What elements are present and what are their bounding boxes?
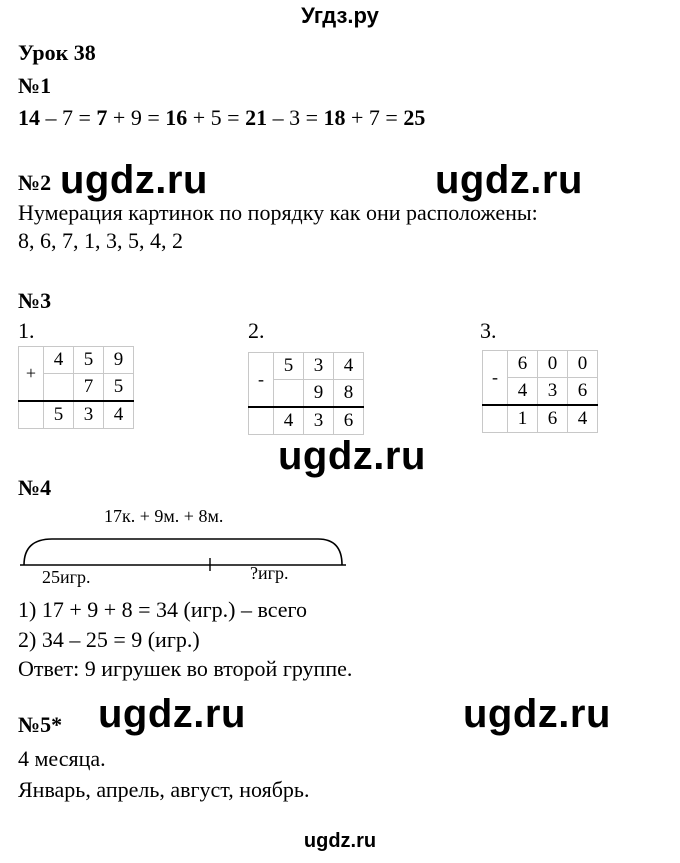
lesson-title: Урок 38 [18, 40, 96, 65]
example-number: 2. [248, 318, 265, 343]
watermark: ugdz.ru [463, 692, 611, 736]
digit-cell: 5 [104, 374, 134, 402]
digit-cell: 0 [568, 351, 598, 378]
task4-heading: №4 [18, 475, 52, 500]
task5-heading: №5* [18, 712, 63, 737]
digit-cell: 4 [508, 378, 538, 406]
task2-line2: 8, 6, 7, 1, 3, 5, 4, 2 [18, 228, 183, 253]
task1-heading: №1 [18, 73, 52, 98]
eq-part: 21 [245, 105, 268, 130]
brace-arc [24, 539, 342, 565]
eq-part: 7 [96, 105, 108, 130]
task4-line2: 2) 34 – 25 = 9 (игр.) [18, 627, 200, 652]
digit-cell: 6 [538, 405, 568, 433]
task4-line1: 1) 17 + 9 + 8 = 34 (игр.) – всего [18, 597, 308, 622]
eq-part: 25 [403, 105, 426, 130]
column-calc-3 [482, 350, 598, 433]
digit-cell: 6 [568, 378, 598, 406]
eq-part: – 3 = [267, 105, 324, 130]
digit-cell: 3 [304, 407, 334, 435]
operation-sign: + [19, 347, 44, 402]
digit-cell: 4 [104, 401, 134, 429]
digit-cell: 9 [304, 380, 334, 408]
eq-part: 14 [18, 105, 40, 130]
digit-cell: 5 [74, 347, 104, 374]
eq-part: + 7 = [345, 105, 404, 130]
task5-line1: 4 месяца. [18, 746, 106, 771]
digit-cell: 5 [274, 353, 304, 380]
task2-heading: №2 [18, 170, 52, 195]
digit-cell: 5 [44, 401, 74, 429]
digit-cell [274, 380, 304, 408]
diagram-right-label: ?игр. [250, 563, 289, 583]
digit-cell: 3 [304, 353, 334, 380]
digit-cell: 6 [508, 351, 538, 378]
watermark: ugdz.ru [60, 158, 208, 202]
task3-heading: №3 [18, 288, 52, 313]
watermark: ugdz.ru [435, 158, 583, 202]
task5-line2: Январь, апрель, август, ноябрь. [18, 777, 310, 802]
site-title: Угдз.ру [301, 3, 379, 28]
example-number: 1. [18, 318, 35, 343]
digit-cell: 1 [508, 405, 538, 433]
eq-part: + 9 = [107, 105, 166, 130]
column-calc-1 [18, 346, 134, 429]
site-footer: ugdz.ru [303, 830, 377, 852]
task1-equation [18, 105, 425, 131]
digit-cell: 4 [568, 405, 598, 433]
operation-sign: - [249, 353, 274, 408]
empty-cell [19, 401, 44, 429]
digit-cell: 4 [334, 353, 364, 380]
diagram-left-label: 25игр. [42, 567, 91, 587]
eq-part: 16 [165, 105, 188, 130]
diagram-top-label: 17к. + 9м. + 8м. [104, 506, 224, 526]
digit-cell: 7 [74, 374, 104, 402]
digit-cell: 0 [538, 351, 568, 378]
digit-cell: 9 [104, 347, 134, 374]
empty-cell [249, 407, 274, 435]
digit-cell: 3 [74, 401, 104, 429]
digit-cell: 8 [334, 380, 364, 408]
empty-cell [483, 405, 508, 433]
task2-line1: Нумерация картинок по порядку как они расположены: [18, 200, 538, 225]
column-calc-2 [248, 352, 364, 435]
watermark: ugdz.ru [98, 692, 246, 736]
digit-cell: 6 [334, 407, 364, 435]
operation-sign: - [483, 351, 508, 406]
eq-part: + 5 = [187, 105, 246, 130]
digit-cell: 4 [274, 407, 304, 435]
eq-part: – 7 = [40, 105, 97, 130]
eq-part: 18 [323, 105, 346, 130]
digit-cell: 3 [538, 378, 568, 406]
watermark: ugdz.ru [278, 434, 426, 478]
task4-answer: Ответ: 9 игрушек во второй группе. [18, 656, 353, 681]
digit-cell [44, 374, 74, 402]
digit-cell: 4 [44, 347, 74, 374]
example-number: 3. [480, 318, 497, 343]
